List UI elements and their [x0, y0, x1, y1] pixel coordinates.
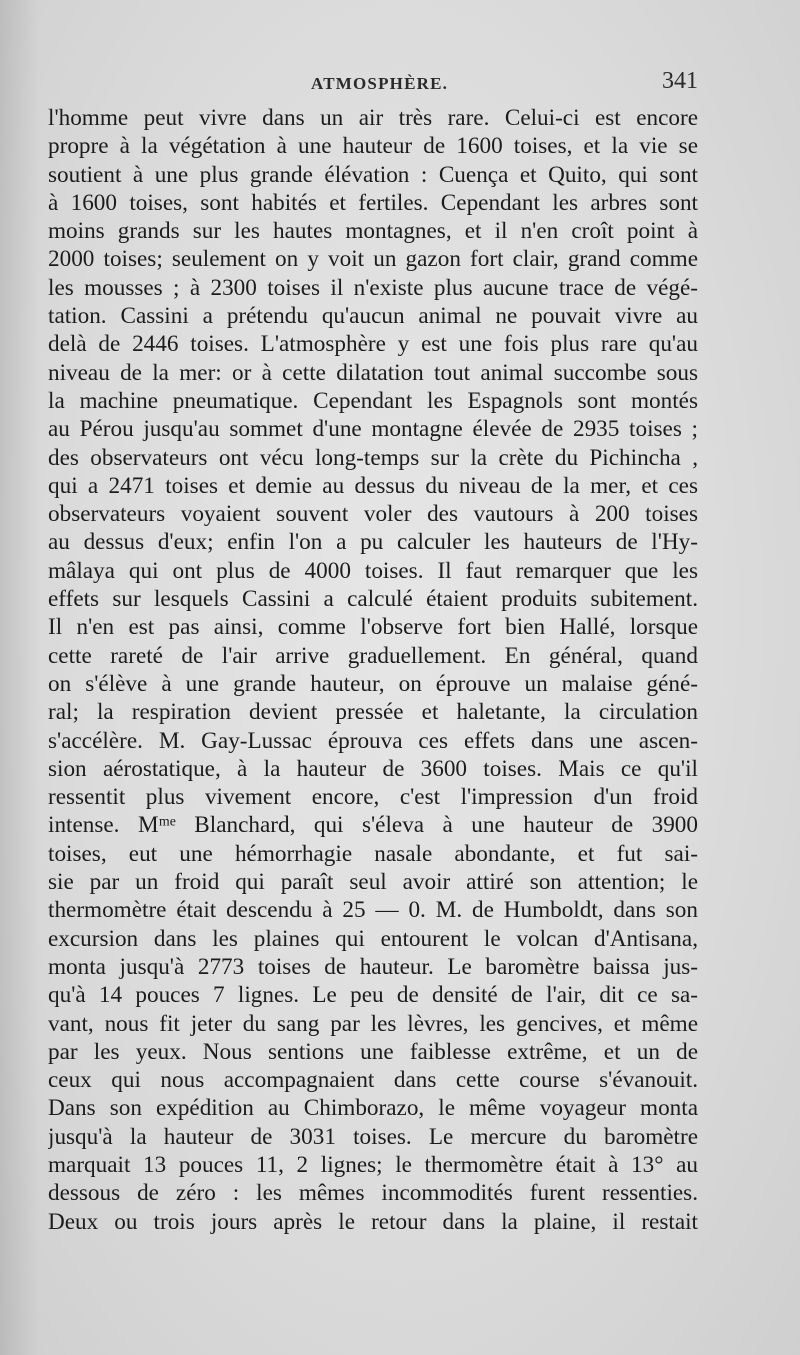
text-line: dessous de zéro : les mêmes incommodités furent ressenties. [48, 1180, 698, 1207]
text-line: par les yeux. Nous sentions une faiblesse extrême, et un de [48, 1038, 698, 1065]
text-line: thermomètre était descendu à 25 — 0. M. de Humboldt, dans son [48, 897, 698, 924]
text-line: excursion dans les plaines qui entourent le volcan d'Antisana, [48, 925, 698, 952]
text-line: ceux qui nous accompagnaient dans cette course s'évanouit. [48, 1067, 698, 1094]
text-line: observateurs voyaient souvent voler des vautours à 200 toises [48, 501, 698, 528]
text-line: au Pérou jusqu'au sommet d'une montagne élevée de 2935 toises ; [48, 416, 698, 443]
page-header [48, 70, 698, 100]
text-line: moins grands sur les hautes montagnes, et il n'en croît point à [48, 218, 698, 245]
text-line: Il n'en est pas ainsi, comme l'observe fort bien Hallé, lorsque [48, 614, 698, 641]
text-line: les mousses ; à 2300 toises il n'existe plus aucune trace de végé- [48, 274, 698, 301]
text-line: propre à la végétation à une hauteur de 1600 toises, et la vie se [48, 133, 698, 160]
text-line: ressentit plus vivement encore, c'est l'impression d'un froid [48, 784, 698, 811]
text-line: mâlaya qui ont plus de 4000 toises. Il faut remarquer que les [48, 557, 698, 584]
text-line: au dessus d'eux; enfin l'on a pu calculer les hauteurs de l'Hy- [48, 529, 698, 556]
body-text [48, 104, 698, 1236]
text-line: sie par un froid qui paraît seul avoir attiré son attention; le [48, 869, 698, 896]
running-head: ATMOSPHÈRE. [311, 74, 449, 93]
text-line: effets sur lesquels Cassini a calculé étaient produits subitement. [48, 586, 698, 613]
text-line: soutient à une plus grande élévation : Cuença et Quito, qui sont [48, 161, 698, 188]
text-line: qui a 2471 toises et demie au dessus du niveau de la mer, et ces [48, 472, 698, 499]
text-line: l'homme peut vivre dans un air très rare. Celui-ci est encore [48, 105, 698, 131]
text-line: delà de 2446 toises. L'atmosphère y est une fois plus rare qu'au [48, 331, 698, 358]
text-line: marquait 13 pouces 11, 2 lignes; le thermomètre était à 13° au [48, 1151, 698, 1178]
text-line: cette rareté de l'air arrive graduellement. En général, quand [48, 642, 698, 669]
text-line: on s'élève à une grande hauteur, on éprouve un malaise géné- [48, 670, 698, 697]
text-line: 2000 toises; seulement on y voit un gazon fort clair, grand comme [48, 246, 698, 273]
text-line: toises, eut une hémorrhagie nasale abondante, et fut sai- [48, 840, 698, 867]
text-line: Dans son expédition au Chimborazo, le même voyageur monta [48, 1095, 698, 1122]
page-number: 341 [662, 68, 698, 94]
text-line: intense. Mᵐᵉ Blanchard, qui s'éleva à une hauteur de 3900 [48, 812, 698, 839]
text-line: vant, nous fit jeter du sang par les lèvres, les gencives, et même [48, 1010, 698, 1037]
text-line: jusqu'à la hauteur de 3031 toises. Le mercure du baromètre [48, 1123, 698, 1150]
text-line: la machine pneumatique. Cependant les Espagnols sont montés [48, 387, 698, 414]
text-line: s'accélère. M. Gay-Lussac éprouva ces effets dans une ascen- [48, 727, 698, 754]
text-line: niveau de la mer: or à cette dilatation tout animal succombe sous [48, 359, 698, 386]
text-line: qu'à 14 pouces 7 lignes. Le peu de densité de l'air, dit ce sa- [48, 982, 698, 1009]
text-line: sion aérostatique, à la hauteur de 3600 toises. Mais ce qu'il [48, 755, 698, 782]
text-line: des observateurs ont vécu long-temps sur la crète du Pichincha , [48, 444, 698, 471]
text-line: Deux ou trois jours après le retour dans la plaine, il restait [48, 1208, 698, 1235]
text-line: ral; la respiration devient pressée et haletante, la circulation [48, 699, 698, 726]
text-line: tation. Cassini a prétendu qu'aucun animal ne pouvait vivre au [48, 303, 698, 330]
text-line: monta jusqu'à 2773 toises de hauteur. Le baromètre baissa jus- [48, 953, 698, 980]
text-line: à 1600 toises, sont habités et fertiles. Cependant les arbres sont [48, 189, 698, 216]
